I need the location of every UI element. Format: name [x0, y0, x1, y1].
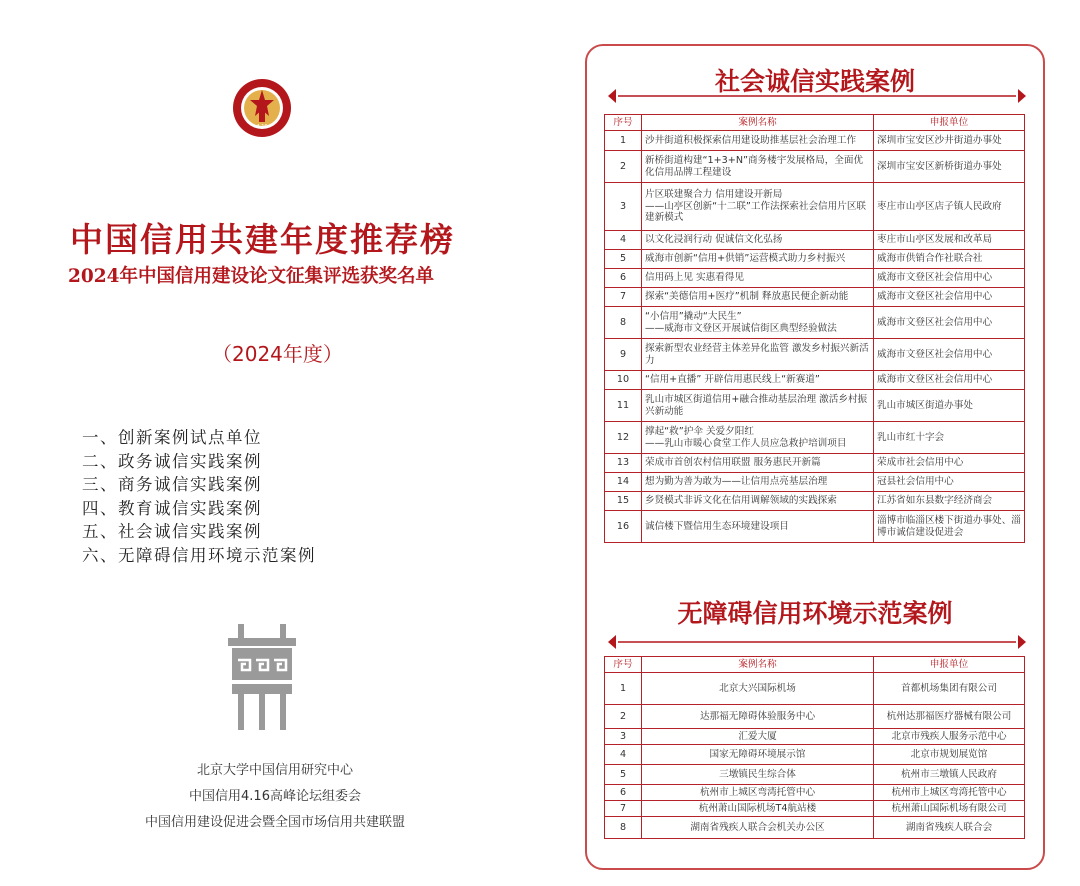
row-index: 16 — [605, 511, 642, 543]
organizer-list — [100, 758, 450, 836]
case-name-cell: 国家无障碍环境展示馆 — [642, 745, 874, 765]
forum-logo-icon — [232, 78, 292, 138]
unit-cell: 威海市文登区社会信用中心 — [874, 269, 1025, 288]
unit-cell: 威海市文登区社会信用中心 — [874, 339, 1025, 371]
table-row — [605, 454, 1025, 473]
unit-cell: 深圳市宝安区沙井街道办事处 — [874, 131, 1025, 151]
row-index: 5 — [605, 765, 642, 785]
category-item: 三、商务诚信实践案例 — [82, 475, 262, 494]
unit-cell: 威海市文登区社会信用中心 — [874, 288, 1025, 307]
table-row — [605, 151, 1025, 183]
header-unit: 申报单位 — [874, 657, 1025, 673]
case-name-cell: 北京大兴国际机场 — [642, 673, 874, 705]
header-index: 序号 — [605, 115, 642, 131]
header-unit: 申报单位 — [874, 115, 1025, 131]
row-index: 14 — [605, 473, 642, 492]
row-index: 4 — [605, 745, 642, 765]
category-item: 五、社会诚信实践案例 — [82, 522, 262, 541]
table-row — [605, 422, 1025, 454]
case-name-cell: 威海市创新“信用+供销”运营模式助力乡村振兴 — [642, 250, 874, 269]
case-name-cell: 信用码上见 实惠看得见 — [642, 269, 874, 288]
unit-cell: 深圳市宝安区新桥街道办事处 — [874, 151, 1025, 183]
table-row — [605, 473, 1025, 492]
row-index: 15 — [605, 492, 642, 511]
table-row — [605, 785, 1025, 801]
table-row — [605, 765, 1025, 785]
table-row — [605, 231, 1025, 250]
year-label: （2024年度） — [212, 342, 343, 366]
table-row — [605, 492, 1025, 511]
category-list — [82, 426, 316, 567]
unit-cell: 乳山市城区街道办事处 — [874, 390, 1025, 422]
organizer-item: 北京大学中国信用研究中心 — [196, 763, 353, 778]
case-name-cell: 汇爱大厦 — [642, 729, 874, 745]
case-name-cell: 杭州市上城区弯湾托管中心 — [642, 785, 874, 801]
unit-cell: 枣庄市山亭区发展和改革局 — [874, 231, 1025, 250]
unit-cell: 杭州达那福医疗器械有限公司 — [874, 705, 1025, 729]
social-integrity-table — [604, 114, 1025, 543]
unit-cell: 北京市规划展览馆 — [874, 745, 1025, 765]
table-row — [605, 250, 1025, 269]
case-name-cell: 杭州萧山国际机场T4航站楼 — [642, 801, 874, 817]
unit-cell: 淄博市临淄区楼下街道办事处、淄博市诚信建设促进会 — [874, 511, 1025, 543]
table-row — [605, 269, 1025, 288]
unit-cell: 威海市文登区社会信用中心 — [874, 307, 1025, 339]
row-index: 5 — [605, 250, 642, 269]
case-name-cell: 诚信楼下暨信用生态环境建设项目 — [642, 511, 874, 543]
case-name-cell: 探索“美德信用+医疗”机制 释放惠民便企新动能 — [642, 288, 874, 307]
organizer-item: 中国信用建设促进会暨全国市场信用共建联盟 — [144, 815, 405, 830]
table-row — [605, 745, 1025, 765]
table-row — [605, 339, 1025, 371]
case-name-cell: 新桥街道构建“1+3+N”商务楼宇发展格局，全面优化信用品牌工程建设 — [642, 151, 874, 183]
case-name-cell: “小信用”撬动“大民生” ——威海市文登区开展诚信街区典型经验做法 — [642, 307, 874, 339]
ding-vessel-icon — [228, 624, 296, 730]
category-item: 四、教育诚信实践案例 — [82, 498, 262, 518]
table-row — [605, 673, 1025, 705]
category-item: 一、创新案例试点单位 — [82, 428, 262, 447]
row-index: 13 — [605, 454, 642, 473]
row-index: 9 — [605, 339, 642, 371]
case-name-cell: 片区联建聚合力 信用建设开新局 ——山亭区创新“十二联”工作法探索社会信用片区联建新模式 — [642, 183, 874, 231]
table-row — [605, 183, 1025, 231]
case-name-cell: 沙井街道积极探索信用建设助推基层社会治理工作 — [642, 131, 874, 151]
table-row — [605, 390, 1025, 422]
row-index: 10 — [605, 371, 642, 390]
case-name-cell: 乡贤模式非诉文化在信用调解领域的实践探索 — [642, 492, 874, 511]
unit-cell: 湖南省残疾人联合会 — [874, 817, 1025, 839]
svg-text:4.16: 4.16 — [256, 124, 268, 130]
table-row — [605, 817, 1025, 839]
section-divider-icon — [608, 88, 1026, 104]
row-index: 2 — [605, 151, 642, 183]
case-name-cell: 荣成市首创农村信用联盟 服务惠民开新篇 — [642, 454, 874, 473]
row-index: 6 — [605, 785, 642, 801]
table-row — [605, 131, 1025, 151]
page-title: 中国信用共建年度推荐榜 — [70, 220, 455, 259]
row-index: 8 — [605, 817, 642, 839]
row-index: 12 — [605, 422, 642, 454]
unit-cell: 威海市供销合作社联合社 — [874, 250, 1025, 269]
case-name-cell: 三墩镇民生综合体 — [642, 765, 874, 785]
unit-cell: 荣成市社会信用中心 — [874, 454, 1025, 473]
section-divider-icon — [608, 634, 1026, 650]
table-row — [605, 705, 1025, 729]
category-item: 二、政务诚信实践案例 — [82, 451, 262, 471]
accessible-credit-table — [604, 656, 1025, 839]
unit-cell: 乳山市红十字会 — [874, 422, 1025, 454]
header-case-name: 案例名称 — [642, 657, 874, 673]
section-title-social-integrity: 社会诚信实践案例 — [714, 67, 915, 96]
row-index: 7 — [605, 288, 642, 307]
unit-cell: 首都机场集团有限公司 — [874, 673, 1025, 705]
page-subtitle: 2024年中国信用建设论文征集评选获奖名单 — [68, 266, 434, 287]
row-index: 8 — [605, 307, 642, 339]
case-name-cell: 达那福无障碍体验服务中心 — [642, 705, 874, 729]
table-row — [605, 288, 1025, 307]
table-row — [605, 801, 1025, 817]
table-row — [605, 511, 1025, 543]
table-row — [605, 729, 1025, 745]
case-name-cell: 想为勤为善为敢为——让信用点亮基层治理 — [642, 473, 874, 492]
unit-cell: 江苏省如东县数字经济商会 — [874, 492, 1025, 511]
case-name-cell: “信用+直播” 开辟信用惠民线上“新赛道” — [642, 371, 874, 390]
case-name-cell: 探索新型农业经营主体差异化监管 激发乡村振兴新活力 — [642, 339, 874, 371]
case-name-cell: 湖南省残疾人联合会机关办公区 — [642, 817, 874, 839]
header-case-name: 案例名称 — [642, 115, 874, 131]
row-index: 1 — [605, 131, 642, 151]
row-index: 7 — [605, 801, 642, 817]
unit-cell: 冠县社会信用中心 — [874, 473, 1025, 492]
unit-cell: 杭州市上城区弯湾托管中心 — [874, 785, 1025, 801]
unit-cell: 杭州市三墩镇人民政府 — [874, 765, 1025, 785]
row-index: 11 — [605, 390, 642, 422]
section-title-accessible-credit: 无障碍信用环境示范案例 — [677, 599, 953, 628]
row-index: 4 — [605, 231, 642, 250]
unit-cell: 杭州萧山国际机场有限公司 — [874, 801, 1025, 817]
category-item: 六、无障碍信用环境示范案例 — [82, 545, 316, 565]
unit-cell: 威海市文登区社会信用中心 — [874, 371, 1025, 390]
row-index: 2 — [605, 705, 642, 729]
organizer-item: 中国信用4.16高峰论坛组委会 — [189, 789, 361, 804]
case-name-cell: 撑起“救”护伞 关爱夕阳红 ——乳山市暖心食堂工作人员应急救护培训项目 — [642, 422, 874, 454]
row-index: 3 — [605, 729, 642, 745]
case-name-cell: 乳山市城区街道信用+融合推动基层治理 激活乡村振兴新动能 — [642, 390, 874, 422]
table-row — [605, 371, 1025, 390]
unit-cell: 北京市残疾人服务示范中心 — [874, 729, 1025, 745]
row-index: 1 — [605, 673, 642, 705]
table-row — [605, 307, 1025, 339]
unit-cell: 枣庄市山亭区店子镇人民政府 — [874, 183, 1025, 231]
case-name-cell: 以文化浸润行动 促诚信文化弘扬 — [642, 231, 874, 250]
row-index: 6 — [605, 269, 642, 288]
header-index: 序号 — [605, 657, 642, 673]
row-index: 3 — [605, 183, 642, 231]
